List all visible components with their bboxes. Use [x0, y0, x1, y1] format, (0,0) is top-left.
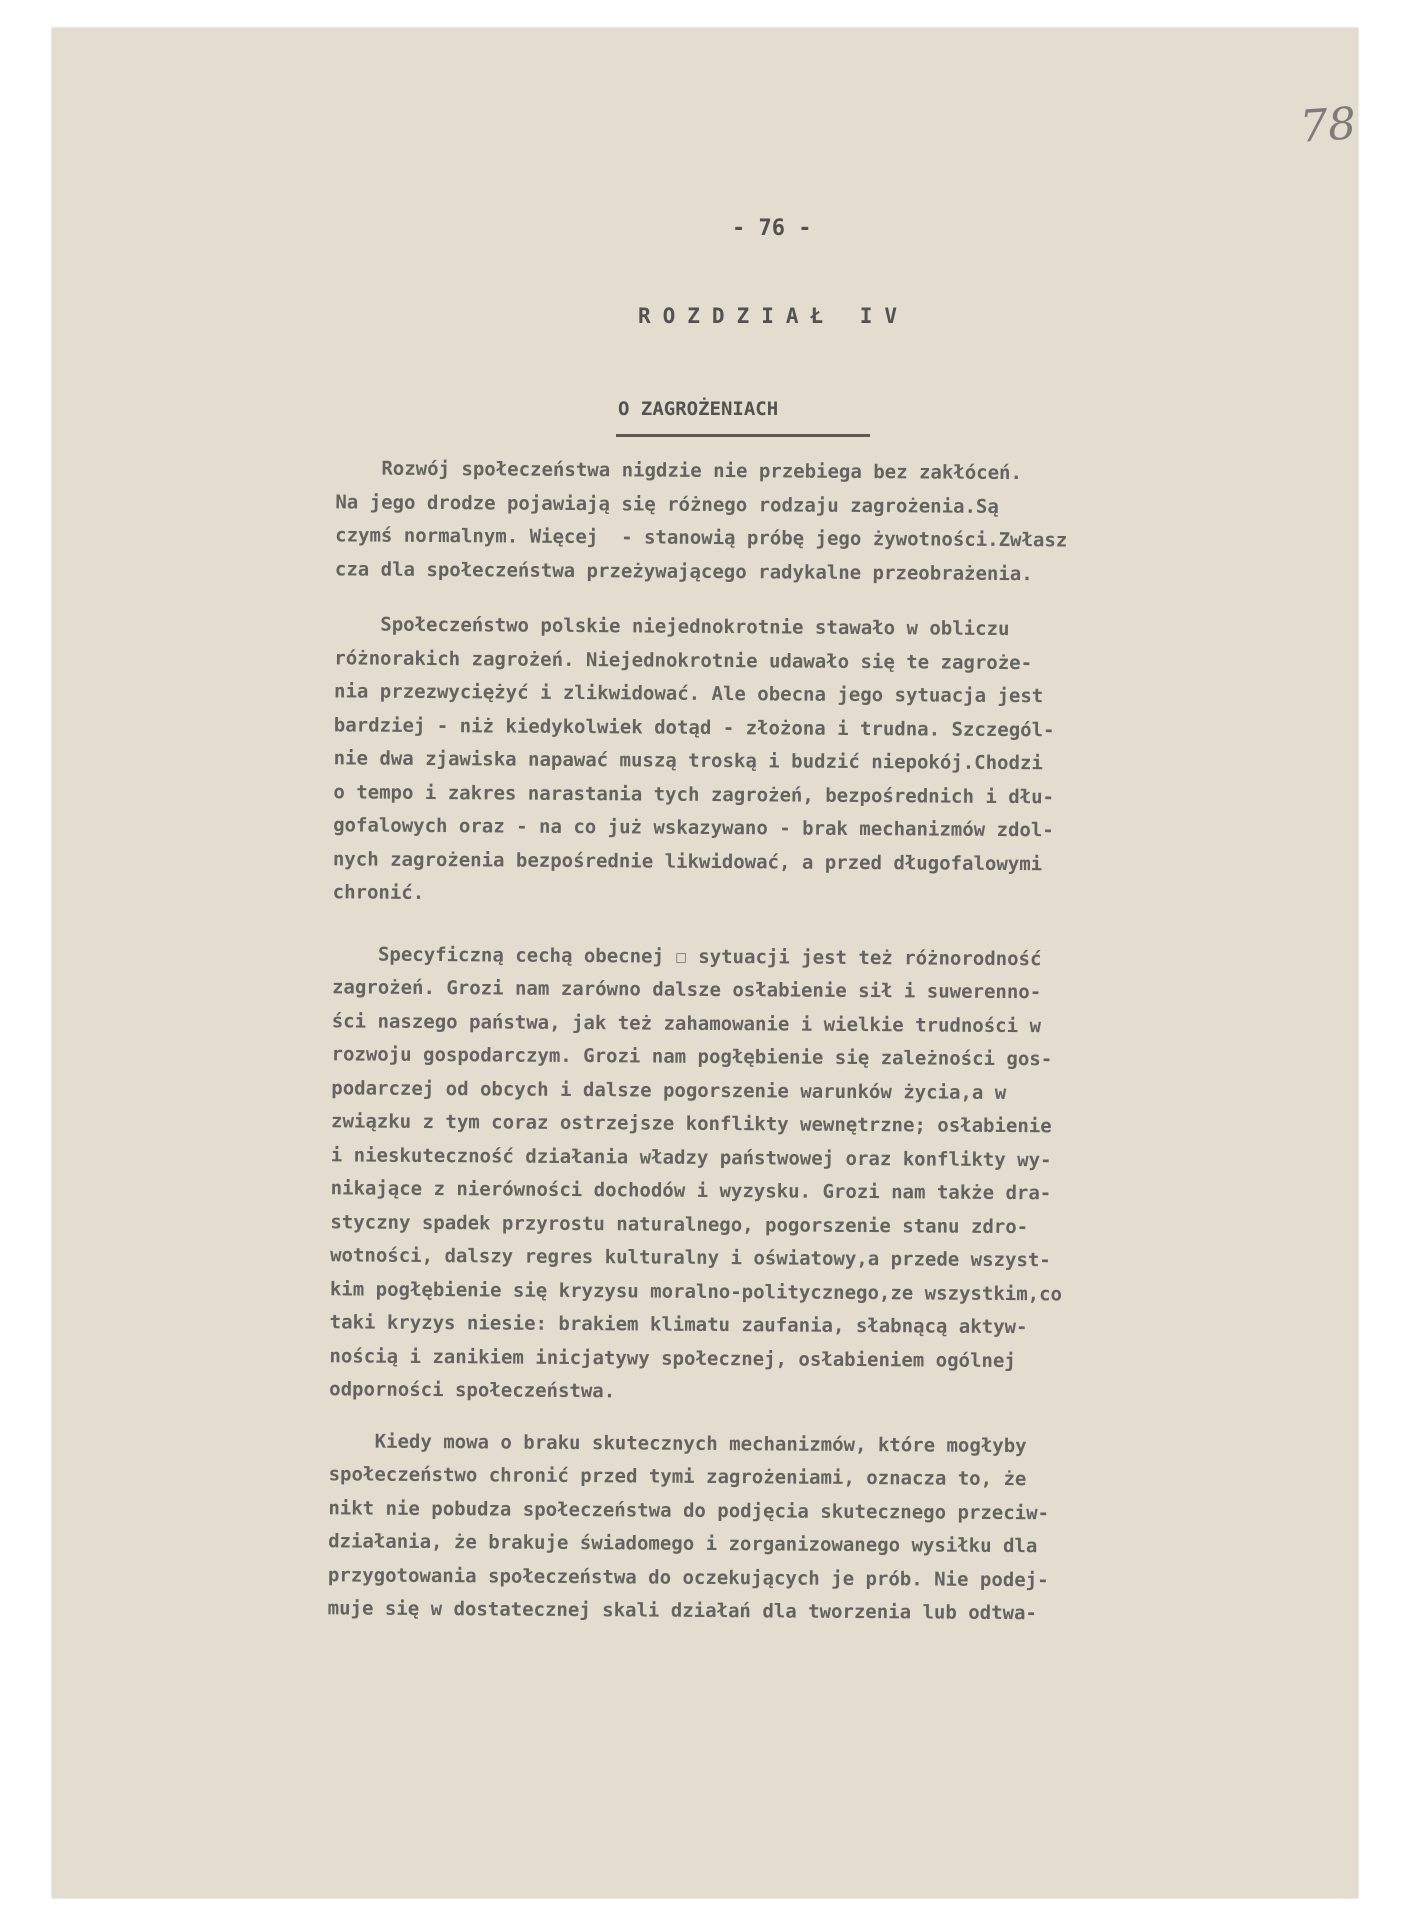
paragraph — [289, 452, 1350, 593]
text-line: Społeczeństwo polskie niejednokrotnie stawało w obliczu — [288, 612, 1010, 641]
text-line: czymś normalnym. Więcej - stanowią próbę jego żywotności.Zwłasz — [289, 523, 1068, 552]
text-line: odporności społeczeństwa. — [283, 1377, 616, 1403]
text-line: bardziej - niż kiedykolwiek dotąd - złożona i trudna. Szczegól- — [288, 713, 1055, 741]
handwritten-page-number: 78 — [1298, 98, 1358, 153]
text-line: gofalowych oraz - na co już wskazywano - brak mechanizmów zdol- — [287, 813, 1054, 842]
text-line: taki kryzys niesie: brakiem klimatu zaufania, słabnącą aktyw- — [283, 1310, 1028, 1339]
paragraph — [287, 608, 1349, 917]
text-line: i nieskuteczność działania władzy państwowej oraz konflikty wy- — [285, 1143, 1052, 1171]
text-line: nością i zanikiem inicjatywy społecznej, osłabieniem ogólnej — [283, 1344, 1016, 1372]
text-line: styczny spadek przyrostu naturalnego, pogorszenie stanu zdro- — [284, 1210, 1029, 1238]
text-line: wotności, dalszy regres kulturalny i oświatowy,a przede wszyst- — [284, 1243, 1051, 1272]
text-line: społeczeństwo chronić przed tymi zagrożeniami, oznacza to, że — [282, 1462, 1027, 1491]
text-line: Rozwój społeczeństwa nigdzie nie przebiega bez zakłóceń. — [289, 456, 1023, 485]
text-line: ści naszego państwa, jak też zahamowanie i wielkie trudności w — [285, 1009, 1042, 1037]
text-line: nie dwa zjawiska napawać muszą troską i budzić niepokój.Chodzi — [287, 746, 1043, 775]
text-line: związku z tym coraz ostrzejsze konflikty wewnętrzne; osłabienie — [285, 1109, 1052, 1138]
text-line: cza dla społeczeństwa przeżywającego radykalne przeobrażenia. — [289, 557, 1033, 585]
paragraph — [283, 937, 1346, 1413]
text-line: nia przezwyciężyć i zlikwidować. Ale obecna jego sytuacja jest — [288, 679, 1044, 708]
text-line: nych zagrożenia bezpośrednie likwidować, a przed długofalowymi — [287, 847, 1043, 875]
paragraph — [282, 1424, 1343, 1632]
text-line: działania, że brakuje świadomego i zorganizowanego wysiłku dla — [282, 1529, 1038, 1558]
text-line: nikt nie pobudza społeczeństwa do podjęcia skutecznego przeciw- — [282, 1496, 1050, 1524]
text-line: Na jego drodze pojawiają się różnego rodzaju zagrożenia.Są — [289, 490, 999, 518]
text-line: kim pogłębienie się kryzysu moralno-politycznego,ze wszystkim,co — [284, 1277, 1063, 1305]
text-line: o tempo i zakres narastania tych zagrożeń, bezpośrednich i dłu- — [287, 780, 1055, 808]
text-line: zagrożeń. Grozi nam zarówno dalsze osłabienie sił i suwerenno- — [286, 975, 1042, 1004]
body-text — [282, 452, 1350, 1633]
text-line: muje się w dostatecznej skali działań dla tworzenia lub odtwa- — [281, 1596, 1037, 1625]
text-line: podarczej od obcych i dalsze pogorszenie warunków życia,a w — [285, 1076, 1007, 1104]
text-line: różnorakich zagrożeń. Niejednokrotnie udawało się te zagroże- — [288, 646, 1033, 674]
text-line: Specyficzną cechą obecnej ☐ sytuacji jest też różnorodność — [286, 942, 1042, 970]
text-line: przygotowania społeczeństwa do oczekujących je prób. Nie podej- — [282, 1563, 1049, 1591]
text-line: chronić. — [286, 880, 425, 904]
text-line: rozwoju gospodarczym. Grozi nam pogłębienie się zależności gos- — [285, 1042, 1053, 1071]
page-number: - 76 - — [732, 216, 812, 241]
chapter-heading: ROZDZIAŁ IV — [638, 304, 910, 328]
section-title-underline — [616, 434, 870, 437]
text-line: nikające z nierówności dochodów i wyzysku. Grozi nam także dra- — [284, 1176, 1052, 1205]
text-line: Kiedy mowa o braku skutecznych mechanizmów, które mogłyby — [283, 1429, 1027, 1457]
section-title: O ZAGROŻENIACH — [618, 398, 779, 420]
